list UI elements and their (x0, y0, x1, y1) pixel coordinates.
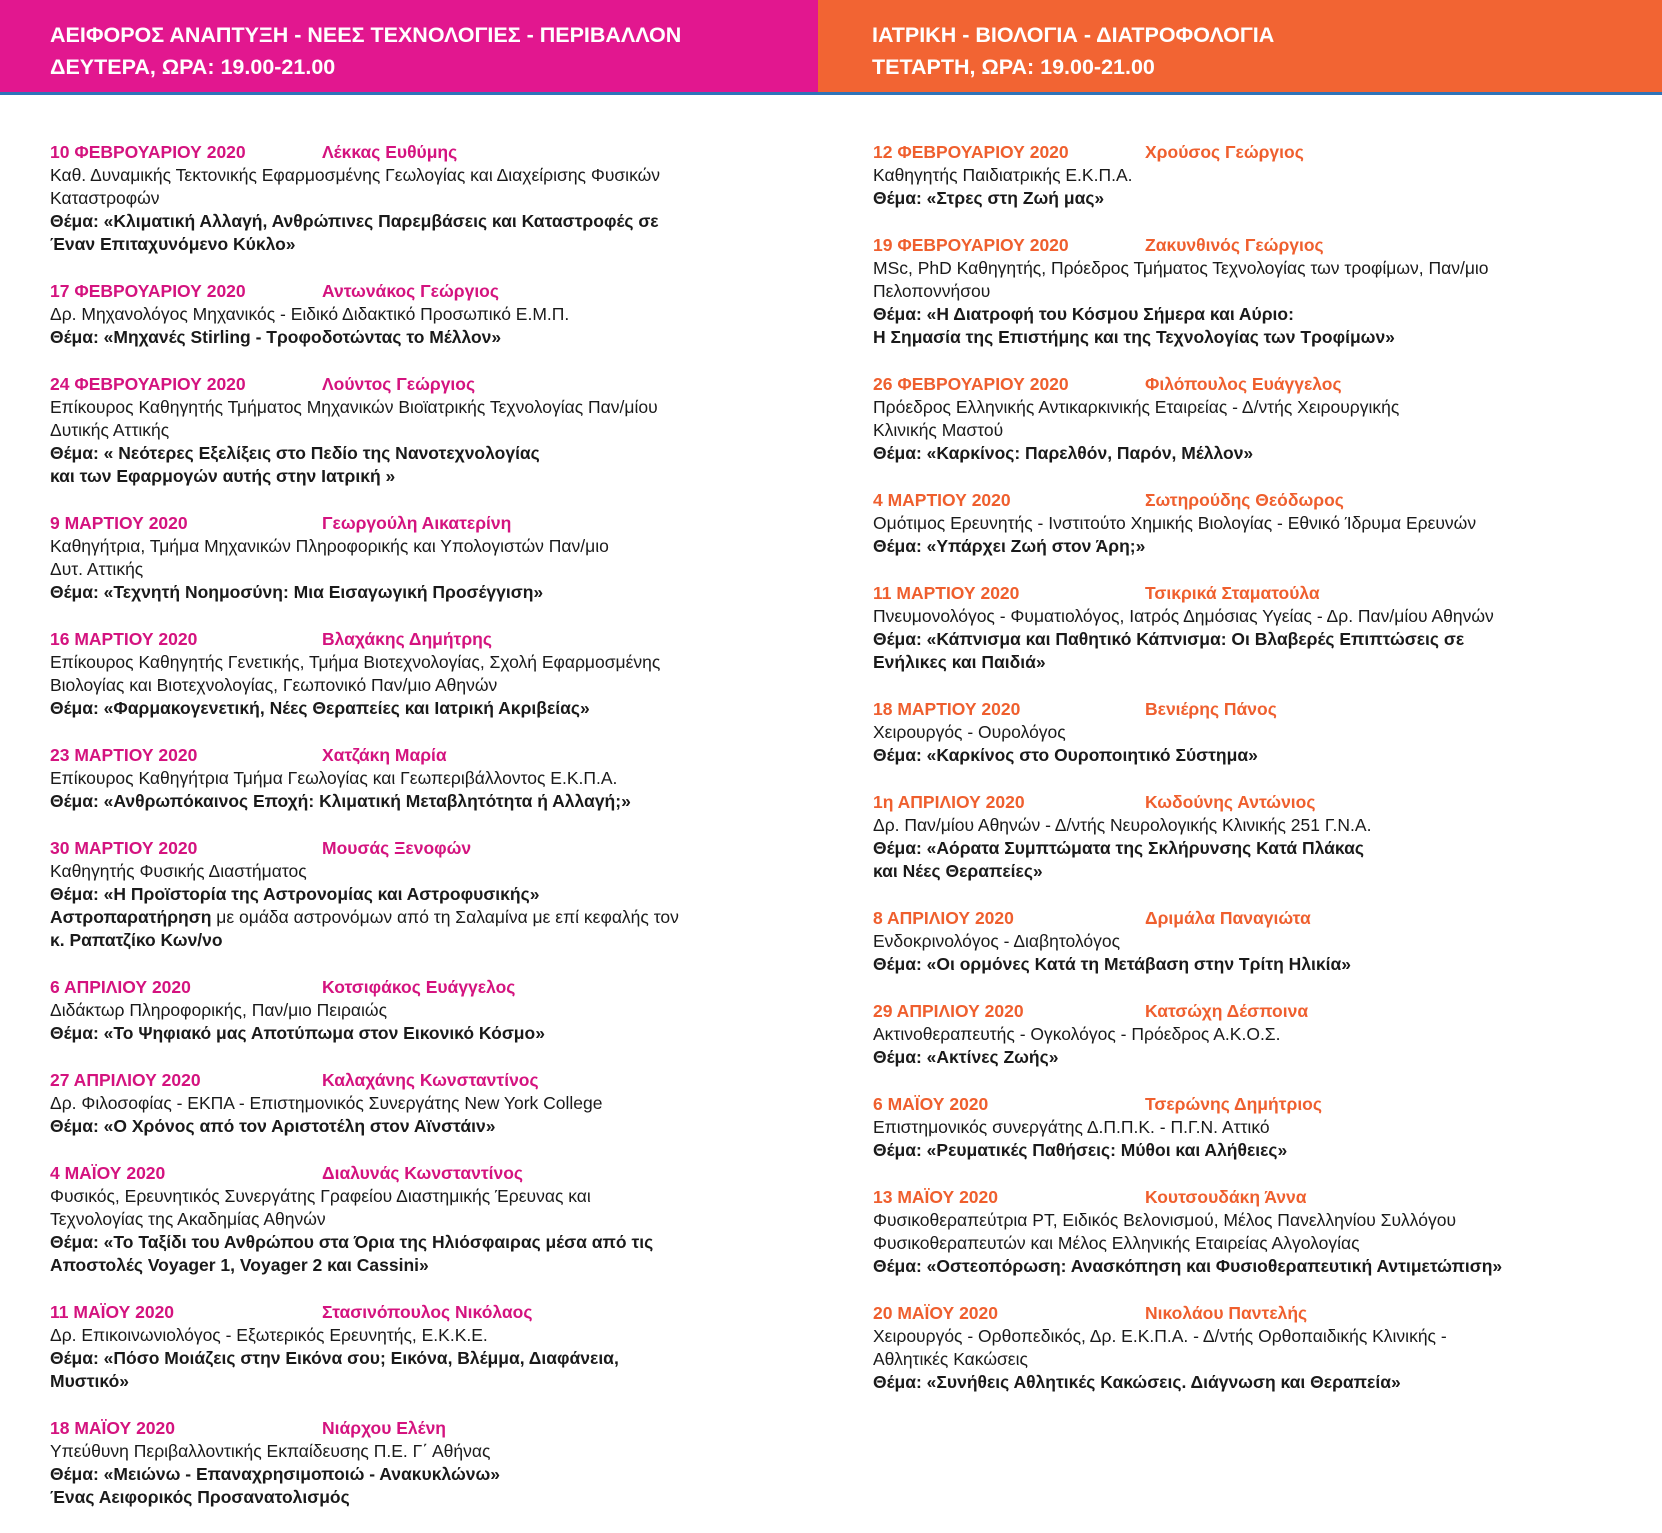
lecture-date: 17 ΦΕΒΡΟΥΑΡΙΟΥ 2020 (50, 281, 246, 301)
speaker-title: Καθηγήτρια, Τμήμα Μηχανικών Πληροφορικής και Υπολογιστών Παν/μιο (50, 536, 609, 556)
lecture-header (50, 512, 810, 535)
lecture-topic: Αποστολές Voyager 1, Voyager 2 και Cassini» (50, 1255, 429, 1275)
lecture-topic: Θέμα: «Το Ταξίδι του Ανθρώπου στα Όρια της Ηλιόσφαιρας μέσα από τις (50, 1232, 654, 1252)
speaker-title: Δρ. Μηχανολόγος Μηχανικός - Ειδικό Διδακτικό Προσωπικό Ε.Μ.Π. (50, 304, 570, 324)
extra-note-text: με ομάδα αστρονόμων από τη Σαλαμίνα με επί κεφαλής τον (211, 907, 679, 927)
lecture-date: 4 ΜΑΪΟΥ 2020 (50, 1163, 166, 1183)
speaker-title: Επίκουρος Καθηγήτρια Τμήμα Γεωλογίας και Γεωπεριβάλλοντος Ε.Κ.Π.Α. (50, 768, 618, 788)
speaker-title: Χειρουργός - Ουρολόγος (873, 722, 1066, 742)
lecture-entry (873, 141, 1643, 210)
speaker-title: Φυσικοθεραπεύτρια PT, Ειδικός Βελονισμού, Μέλος Πανελληνίου Συλλόγου (873, 1210, 1457, 1230)
lecture-topic: Θέμα: «Στρες στη Ζωή μας» (873, 188, 1105, 208)
lecture-header (50, 141, 810, 164)
speaker-name: Καλαχάνης Κωνσταντίνος (322, 1070, 539, 1090)
speaker-title: Δυτικής Αττικής (50, 420, 170, 440)
speaker-name: Νικολάου Παντελής (1145, 1303, 1308, 1323)
lecture-topic: Θέμα: «Η Διατροφή του Κόσμου Σήμερα και Αύριο: (873, 304, 1294, 324)
lecture-header (873, 698, 1643, 721)
speaker-title: Φυσικός, Ερευνητικός Συνεργάτης Γραφείου Διαστημικής Έρευνας και (50, 1186, 591, 1206)
lecture-date: 16 ΜΑΡΤΙΟΥ 2020 (50, 629, 198, 649)
speaker-title: Δυτ. Αττικής (50, 559, 144, 579)
speaker-name: Δριμάλα Παναγιώτα (1145, 908, 1311, 928)
lecture-date: 27 ΑΠΡΙΛΙΟΥ 2020 (50, 1070, 201, 1090)
lecture-topic: Έναν Επιταχυνόμενο Κύκλο» (50, 234, 296, 254)
lecture-entry (50, 744, 810, 813)
speaker-title: Χειρουργός - Ορθοπεδικός, Δρ. Ε.Κ.Π.Α. - Δ/ντής Ορθοπαιδικής Κλινικής - (873, 1326, 1447, 1346)
lecture-header (50, 837, 810, 860)
speaker-title: Βιολογίας και Βιοτεχνολογίας, Γεωπονικό Παν/μιο Αθηνών (50, 675, 498, 695)
speaker-title: Δρ. Φιλοσοφίας - ΕΚΠΑ - Επιστημονικός Συνεργάτης New York College (50, 1093, 603, 1113)
header-left-title: ΑΕΙΦΟΡΟΣ ΑΝΑΠΤΥΞΗ - ΝΕΕΣ ΤΕΧΝΟΛΟΓΙΕΣ - ΠΕΡΙΒΑΛΛΟΝ (50, 23, 682, 47)
extra-note-leader: κ. Ραπατζίκο Κων/νο (50, 930, 223, 950)
lecture-topic: Θέμα: «Οι ορμόνες Κατά τη Μετάβαση στην Τρίτη Ηλικία» (873, 954, 1352, 974)
lecture-topic: Θέμα: «Ο Χρόνος από τον Αριστοτέλη στον Αϊνστάιν» (50, 1116, 496, 1136)
speaker-name: Φιλόπουλος Ευάγγελος (1145, 374, 1342, 394)
lecture-header (873, 141, 1643, 164)
speaker-name: Χατζάκη Μαρία (322, 745, 447, 765)
lecture-topic: Μυστικό» (50, 1371, 130, 1391)
lecture-entry (50, 1417, 810, 1509)
lecture-date: 23 ΜΑΡΤΙΟΥ 2020 (50, 745, 198, 765)
left-lecture-column (50, 141, 810, 1533)
lecture-date: 6 ΑΠΡΙΛΙΟΥ 2020 (50, 977, 191, 997)
lecture-topic: Θέμα: «Καρκίνος στο Ουροποιητικό Σύστημα» (873, 745, 1258, 765)
speaker-name: Τσικρικά Σταματούλα (1145, 583, 1320, 603)
right-lecture-column (873, 141, 1643, 1418)
lecture-topic: Θέμα: «Αόρατα Συμπτώματα της Σκλήρυνσης Κατά Πλάκας (873, 838, 1364, 858)
lecture-header (873, 1302, 1643, 1325)
lecture-date: 11 ΜΑΪΟΥ 2020 (50, 1302, 175, 1322)
lecture-entry (873, 1000, 1643, 1069)
lecture-header (873, 373, 1643, 396)
speaker-title: Ακτινοθεραπευτής - Ογκολόγος - Πρόεδρος Α.Κ.Ο.Σ. (873, 1024, 1281, 1044)
speaker-name: Χρούσος Γεώργιος (1145, 142, 1304, 162)
lecture-date: 12 ΦΕΒΡΟΥΑΡΙΟΥ 2020 (873, 142, 1069, 162)
lecture-topic: Θέμα: «Καρκίνος: Παρελθόν, Παρόν, Μέλλον» (873, 443, 1254, 463)
lecture-topic: Ένας Αειφορικός Προσανατολισμός (50, 1487, 350, 1507)
lecture-entry (873, 373, 1643, 465)
speaker-title: Πνευμονολόγος - Φυματιολόγος, Ιατρός Δημόσιας Υγείας - Δρ. Παν/μίου Αθηνών (873, 606, 1494, 626)
speaker-title: Δρ. Επικοινωνιολόγος - Εξωτερικός Ερευνητής, Ε.Κ.Κ.Ε. (50, 1325, 488, 1345)
lecture-entry (873, 489, 1643, 558)
speaker-title: Υπεύθυνη Περιβαλλοντικής Εκπαίδευσης Π.Ε. Γ΄ Αθήνας (50, 1441, 491, 1461)
header-left-schedule: ΔΕΥΤΕΡΑ, ΩΡΑ: 19.00-21.00 (50, 55, 336, 79)
speaker-title: Αθλητικές Κακώσεις (873, 1349, 1028, 1369)
speaker-title: Τεχνολογίας της Ακαδημίας Αθηνών (50, 1209, 326, 1229)
lecture-date: 1η ΑΠΡΙΛΙΟΥ 2020 (873, 792, 1025, 812)
lecture-header (873, 791, 1643, 814)
header-right-title: ΙΑΤΡΙΚΗ - ΒΙΟΛΟΓΙΑ - ΔΙΑΤΡΟΦΟΛΟΓΙΑ (872, 23, 1275, 47)
speaker-title: Πελοποννήσου (873, 281, 991, 301)
lecture-extra-note (50, 906, 810, 929)
lecture-date: 9 ΜΑΡΤΙΟΥ 2020 (50, 513, 188, 533)
speaker-title: Καθ. Δυναμικής Τεκτονικής Εφαρμοσμένης Γεωλογίας και Διαχείρισης Φυσικών (50, 165, 661, 185)
speaker-name: Βενιέρης Πάνος (1145, 699, 1277, 719)
lecture-header (873, 907, 1643, 930)
speaker-title: Καταστροφών (50, 188, 160, 208)
lecture-date: 6 ΜΑΪΟΥ 2020 (873, 1094, 989, 1114)
lecture-date: 24 ΦΕΒΡΟΥΑΡΙΟΥ 2020 (50, 374, 246, 394)
speaker-title: Επιστημονικός συνεργάτης Δ.Π.Π.Κ. - Π.Γ.Ν. Αττικό (873, 1117, 1270, 1137)
lecture-date: 26 ΦΕΒΡΟΥΑΡΙΟΥ 2020 (873, 374, 1069, 394)
speaker-name: Κωδούνης Αντώνιος (1145, 792, 1316, 812)
speaker-title: Διδάκτωρ Πληροφορικής, Παν/μιο Πειραιώς (50, 1000, 388, 1020)
lecture-topic: Θέμα: «Ακτίνες Ζωής» (873, 1047, 1059, 1067)
speaker-name: Κουτσουδάκη Άννα (1145, 1187, 1307, 1207)
speaker-title: Επίκουρος Καθηγητής Τμήματος Μηχανικών Βιοϊατρικής Τεχνολογίας Παν/μίου (50, 397, 658, 417)
speaker-title: MSc, PhD Καθηγητής, Πρόεδρος Τμήματος Τεχνολογίας των τροφίμων, Παν/μιο (873, 258, 1489, 278)
speaker-name: Λέκκας Ευθύμης (322, 142, 458, 162)
lecture-entry (873, 907, 1643, 976)
lecture-date: 18 ΜΑΪΟΥ 2020 (50, 1418, 175, 1438)
speaker-title: Φυσικοθεραπευτών και Μέλος Ελληνικής Εταιρείας Αλγολογίας (873, 1233, 1360, 1253)
lecture-date: 13 ΜΑΪΟΥ 2020 (873, 1187, 998, 1207)
lecture-entry (873, 1186, 1643, 1278)
lecture-topic: Θέμα: « Νεότερες Εξελίξεις στο Πεδίο της Νανοτεχνολογίας (50, 443, 540, 463)
speaker-title: Επίκουρος Καθηγητής Γενετικής, Τμήμα Βιοτεχνολογίας, Σχολή Εφαρμοσμένης (50, 652, 661, 672)
lecture-topic: Θέμα: «Υπάρχει Ζωή στον Άρη;» (873, 536, 1146, 556)
header-left (0, 0, 818, 92)
lecture-date: 30 ΜΑΡΤΙΟΥ 2020 (50, 838, 198, 858)
lecture-header (50, 1417, 810, 1440)
speaker-title: Πρόεδρος Ελληνικής Αντικαρκινικής Εταιρείας - Δ/ντής Χειρουργικής (873, 397, 1400, 417)
lecture-header (50, 628, 810, 651)
lecture-entry (50, 1301, 810, 1393)
lecture-header (873, 1093, 1643, 1116)
lecture-header (873, 234, 1643, 257)
lecture-header (50, 373, 810, 396)
speaker-name: Αντωνάκος Γεώργιος (322, 281, 499, 301)
lecture-date: 8 ΑΠΡΙΛΙΟΥ 2020 (873, 908, 1014, 928)
lecture-topic: Η Σημασία της Επιστήμης και της Τεχνολογίας των Τροφίμων» (873, 327, 1395, 347)
speaker-name: Τσερώνης Δημήτριος (1145, 1094, 1322, 1114)
lecture-topic: Θέμα: «Η Προϊστορία της Αστρονομίας και Αστροφυσικής» (50, 884, 540, 904)
header-right (818, 0, 1662, 92)
lecture-date: 19 ΦΕΒΡΟΥΑΡΙΟΥ 2020 (873, 235, 1069, 255)
lecture-topic: Θέμα: «Μηχανές Stirling - Τροφοδοτώντας το Μέλλον» (50, 327, 502, 347)
lecture-entry (50, 628, 810, 720)
lecture-topic: Θέμα: «Μειώνω - Επαναχρησιμοποιώ - Ανακυκλώνω» (50, 1464, 501, 1484)
speaker-name: Κατσώχη Δέσποινα (1145, 1001, 1309, 1021)
lecture-entry (873, 234, 1643, 349)
lecture-header (50, 1301, 810, 1324)
speaker-title: Κλινικής Μαστού (873, 420, 1004, 440)
lecture-entry (50, 1069, 810, 1138)
lecture-entry (873, 791, 1643, 883)
lecture-date: 18 ΜΑΡΤΙΟΥ 2020 (873, 699, 1021, 719)
lecture-topic: Θέμα: «Συνήθεις Αθλητικές Κακώσεις. Διάγνωση και Θεραπεία» (873, 1372, 1401, 1392)
lecture-header (873, 1186, 1643, 1209)
lecture-entry (873, 1302, 1643, 1394)
speaker-name: Νιάρχου Ελένη (322, 1418, 446, 1438)
lecture-entry (50, 280, 810, 349)
lecture-header (50, 280, 810, 303)
lecture-date: 11 ΜΑΡΤΙΟΥ 2020 (873, 583, 1020, 603)
lecture-topic: Θέμα: «Κλιματική Αλλαγή, Ανθρώπινες Παρεμβάσεις και Καταστροφές σε (50, 211, 659, 231)
lecture-header (50, 744, 810, 767)
speaker-title: Δρ. Παν/μίου Αθηνών - Δ/ντής Νευρολογικής Κλινικής 251 Γ.Ν.Α. (873, 815, 1372, 835)
lecture-topic: και Νέες Θεραπείες» (873, 861, 1043, 881)
speaker-title: Ενδοκρινολόγος - Διαβητολόγος (873, 931, 1121, 951)
lecture-topic: Θέμα: «Τεχνητή Νοημοσύνη: Μια Εισαγωγική Προσέγγιση» (50, 582, 544, 602)
lecture-topic: Θέμα: «Ανθρωπόκαινος Εποχή: Κλιματική Μεταβλητότητα ή Αλλαγή;» (50, 791, 631, 811)
lecture-topic: Θέμα: «Ρευματικές Παθήσεις: Μύθοι και Αλήθειες» (873, 1140, 1288, 1160)
lecture-entry (50, 512, 810, 604)
lecture-date: 10 ΦΕΒΡΟΥΑΡΙΟΥ 2020 (50, 142, 246, 162)
lecture-topic: Θέμα: «Το Ψηφιακό μας Αποτύπωμα στον Εικονικό Κόσμο» (50, 1023, 545, 1043)
lecture-entry (873, 582, 1643, 674)
extra-note-heading: Αστροπαρατήρηση (50, 907, 212, 927)
lecture-entry (873, 1093, 1643, 1162)
lecture-header (50, 1162, 810, 1185)
lecture-topic: Θέμα: «Πόσο Μοιάζεις στην Εικόνα σου; Εικόνα, Βλέμμα, Διαφάνεια, (50, 1348, 619, 1368)
lecture-entry (50, 373, 810, 488)
lecture-topic: Θέμα: «Κάπνισμα και Παθητικό Κάπνισμα: Οι Βλαβερές Επιπτώσεις σε (873, 629, 1465, 649)
lecture-header (50, 1069, 810, 1092)
speaker-name: Βλαχάκης Δημήτρης (322, 629, 492, 649)
lecture-topic: και των Εφαρμογών αυτής στην Ιατρική » (50, 466, 396, 486)
speaker-name: Μουσάς Ξενοφών (322, 838, 472, 858)
speaker-name: Κοτσιφάκος Ευάγγελος (322, 977, 516, 997)
lecture-entry (50, 837, 810, 952)
lecture-date: 4 ΜΑΡΤΙΟΥ 2020 (873, 490, 1011, 510)
lecture-date: 29 ΑΠΡΙΛΙΟΥ 2020 (873, 1001, 1024, 1021)
header-right-schedule: ΤΕΤΑΡΤΗ, ΩΡΑ: 19.00-21.00 (872, 55, 1155, 79)
lecture-header (50, 976, 810, 999)
header-divider-rule (0, 92, 1662, 95)
lecture-header (873, 582, 1643, 605)
lecture-topic: Ενήλικες και Παιδιά» (873, 652, 1046, 672)
lecture-entry (873, 698, 1643, 767)
lecture-header (873, 1000, 1643, 1023)
speaker-title: Ομότιμος Ερευνητής - Ινστιτούτο Χημικής Βιολογίας - Εθνικό Ίδρυμα Ερευνών (873, 513, 1477, 533)
speaker-name: Σωτηρούδης Θεόδωρος (1145, 490, 1344, 510)
lecture-entry (50, 141, 810, 256)
lecture-topic: Θέμα: «Φαρμακογενετική, Νέες Θεραπείες και Ιατρική Ακριβείας» (50, 698, 590, 718)
speaker-name: Λούντος Γεώργιος (322, 374, 476, 394)
speaker-title: Καθηγητής Παιδιατρικής Ε.Κ.Π.Α. (873, 165, 1133, 185)
lecture-entry (50, 1162, 810, 1277)
lecture-entry (50, 976, 810, 1045)
speaker-name: Διαλυνάς Κωνσταντίνος (322, 1163, 524, 1183)
speaker-name: Στασινόπουλος Νικόλαος (322, 1302, 533, 1322)
speaker-title: Καθηγητής Φυσικής Διαστήματος (50, 861, 307, 881)
speaker-name: Ζακυνθινός Γεώργιος (1145, 235, 1324, 255)
lecture-header (873, 489, 1643, 512)
lecture-topic: Θέμα: «Οστεοπόρωση: Ανασκόπηση και Φυσιοθεραπευτική Αντιμετώπιση» (873, 1256, 1503, 1276)
lecture-date: 20 ΜΑΪΟΥ 2020 (873, 1303, 998, 1323)
speaker-name: Γεωργούλη Αικατερίνη (322, 513, 512, 533)
